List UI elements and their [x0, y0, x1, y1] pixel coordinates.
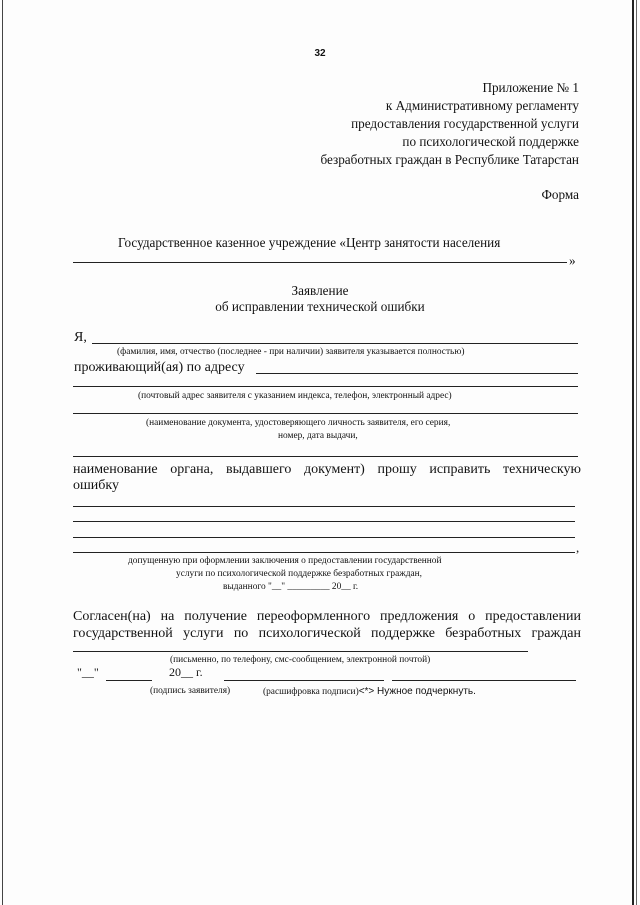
signature-decode-hint	[263, 686, 476, 697]
consent-method-field[interactable]	[73, 651, 528, 652]
institution-fill-line[interactable]	[73, 262, 567, 263]
scan-edge	[632, 0, 634, 905]
error-description-line[interactable]	[73, 537, 575, 538]
request-text-line2: ошибку	[73, 478, 119, 493]
document-hint-line1: (наименование документа, удостоверяющего личность заявителя, его серия,	[146, 418, 451, 428]
residence-label: проживающий(ая) по адресу	[74, 360, 245, 375]
applicant-name-field[interactable]	[92, 343, 578, 344]
signature-hint: (подпись заявителя)	[150, 686, 231, 696]
signature-field[interactable]	[224, 680, 384, 681]
document-hint-line2: номер, дата выдачи,	[278, 431, 358, 441]
appendix-line: к Административному регламенту	[385, 98, 579, 113]
appendix-line: безработных граждан в Республике Татарстан	[320, 152, 579, 167]
appendix-line: предоставления государственной услуги	[351, 116, 579, 131]
scan-edge	[636, 0, 637, 905]
consent-text-line1: Согласен(на) на получение переоформленного предложения о предоставлении	[73, 609, 581, 624]
decode-hint-text: (расшифровка подписи)	[263, 687, 359, 697]
issued-text-line3: выданного "__" _________ 20__ г.	[223, 582, 359, 592]
issued-text-line2: услуги по психологической поддержке безработных граждан,	[176, 569, 423, 579]
document-title: Заявление	[291, 283, 349, 298]
issued-text-line1: допущенную при оформлении заключения о предоставлении государственной	[128, 556, 442, 566]
applicant-prefix: Я,	[74, 330, 87, 345]
scan-edge	[2, 0, 3, 905]
appendix-line: по психологической поддержке	[402, 134, 579, 149]
address-field[interactable]	[73, 386, 578, 387]
institution-closing-quote: »	[569, 253, 576, 268]
date-day-quote: "__"	[77, 665, 99, 679]
page-number: 32	[314, 48, 326, 59]
consent-text-line2: государственной услуги по психологической поддержке безработных граждан	[73, 626, 581, 641]
date-month-field[interactable]	[106, 680, 152, 681]
document-subtitle: об исправлении технической ошибки	[215, 299, 425, 314]
identity-document-field[interactable]	[73, 413, 578, 414]
error-description-line[interactable]	[73, 506, 575, 507]
address-hint: (почтовый адрес заявителя с указанием индекса, телефон, электронный адрес)	[138, 391, 452, 401]
comma-mark: ,	[576, 540, 580, 555]
date-year: 20__ г.	[169, 665, 203, 679]
appendix-header	[320, 79, 579, 169]
appendix-line: Приложение № 1	[482, 80, 579, 95]
signature-decode-field[interactable]	[392, 680, 576, 681]
error-description-line[interactable]	[73, 521, 575, 522]
applicant-name-hint: (фамилия, имя, отчество (последнее - при наличии) заявителя указывается полностью)	[117, 347, 465, 357]
footnote-text: <*> Нужное подчеркнуть.	[358, 686, 476, 697]
institution-name: Государственное казенное учреждение «Центр занятости населения	[118, 235, 501, 250]
error-description-line[interactable]	[73, 552, 575, 553]
consent-method-hint: (письменно, по телефону, смс-сообщением, электронной почтой)	[170, 655, 431, 665]
residence-address-field[interactable]	[256, 373, 578, 374]
form-label: Форма	[541, 187, 579, 202]
issuing-authority-field[interactable]	[73, 456, 578, 457]
request-text-line1: наименование органа, выдавшего документ) прошу исправить техническую	[73, 462, 581, 477]
